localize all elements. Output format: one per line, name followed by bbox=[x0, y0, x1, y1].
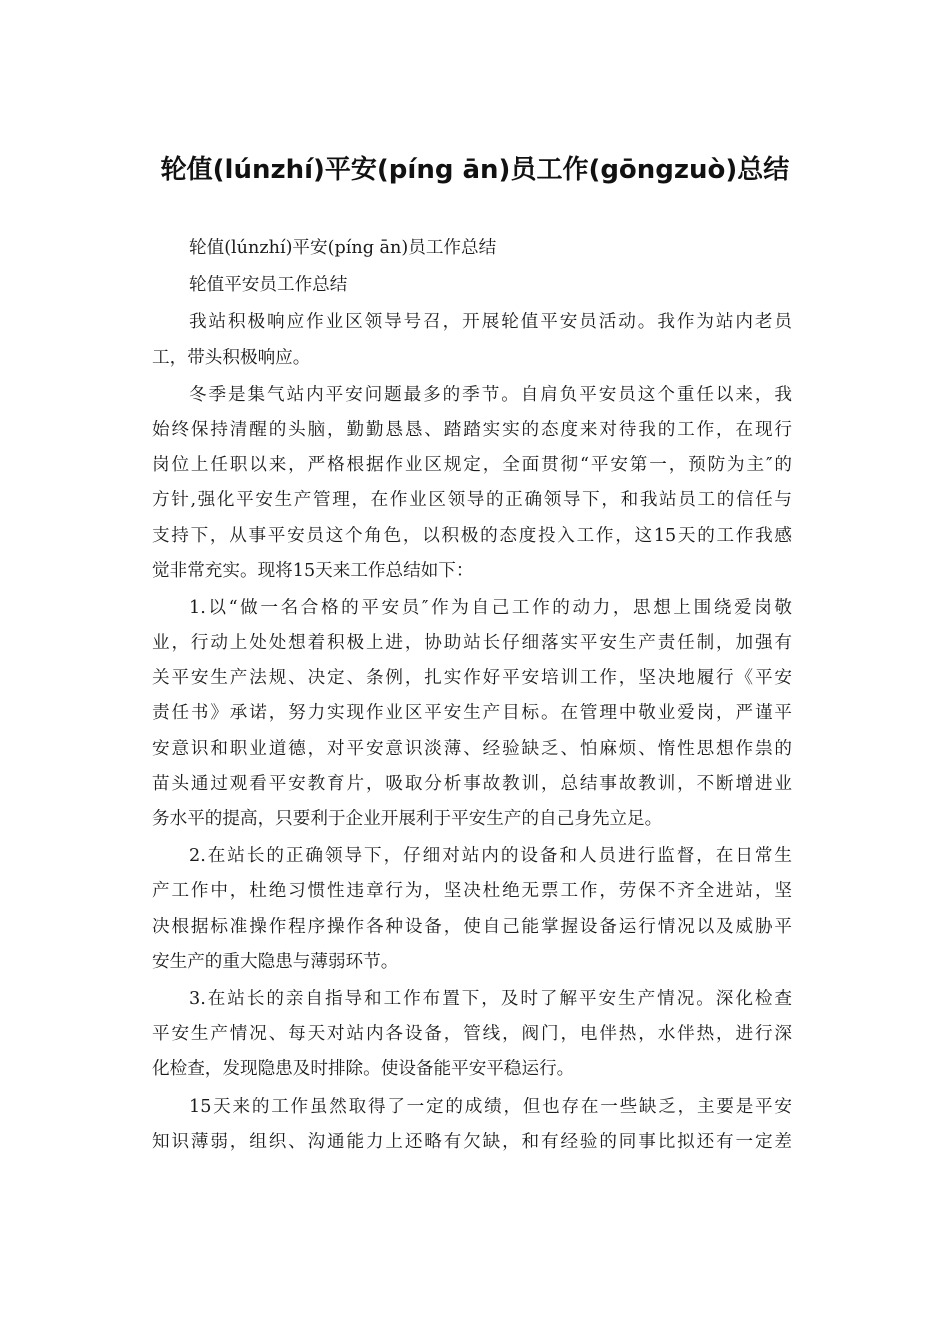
text-line: 我站积极响应作业区领导号召，开展轮值平安员活动。我作为站内老员 bbox=[189, 312, 792, 333]
paragraph-winter bbox=[152, 378, 792, 589]
paragraph-subtitle bbox=[152, 268, 792, 303]
text-line: 觉非常充实。现将15天来工作总结如下： bbox=[152, 560, 474, 581]
text-line: 轮值(lúnzhí)平安(píng ān)员工作总结 bbox=[189, 238, 497, 258]
text-line: 方针,强化平安生产管理，在作业区领导的正确领导下，和我站员工的信任与 bbox=[152, 490, 792, 511]
text-line: 2.在站长的正确领导下，仔细对站内的设备和人员进行监督，在日常生 bbox=[189, 846, 792, 867]
text-line: 责任书》承诺，努力实现作业区平安生产目标。在管理中敬业爱岗，严谨平 bbox=[152, 703, 792, 724]
text-line: 3.在站长的亲自指导和工作布置下，及时了解平安生产情况。深化检查 bbox=[189, 988, 792, 1009]
text-line: 安意识和职业道德，对平安意识淡薄、经验缺乏、怕麻烦、惰性思想作祟的 bbox=[152, 738, 792, 759]
paragraph-conclusion bbox=[152, 1090, 792, 1160]
text-line: 苗头通过观看平安教育片，吸取分析事故教训，总结事故教训，不断增进业 bbox=[152, 773, 792, 794]
text-line: 务水平的提高，只要利于企业开展利于平安生产的自己身先立足。 bbox=[152, 809, 663, 829]
text-line: 工，带头积极响应。 bbox=[152, 347, 311, 368]
text-line: 平安生产情况、每天对站内各设备，管线，阀门，电伴热，水伴热，进行深 bbox=[152, 1024, 792, 1045]
text-line: 决根据标准操作程序操作各种设备，使自己能掌握设备运行情况以及威胁平 bbox=[152, 916, 792, 937]
paragraph-item-3 bbox=[152, 982, 792, 1088]
text-line: 安生产的重大隐患与薄弱环节。 bbox=[152, 951, 399, 972]
text-line: 知识薄弱，组织、沟通能力上还略有欠缺，和有经验的同事比拟还有一定差 bbox=[152, 1131, 792, 1152]
text-line: 冬季是集气站内平安问题最多的季节。自肩负平安员这个重任以来，我 bbox=[189, 384, 792, 405]
paragraph-item-2 bbox=[152, 839, 792, 980]
text-line: 轮值平安员工作总结 bbox=[189, 275, 348, 296]
text-line: 15天来的工作虽然取得了一定的成绩，但也存在一些缺乏，主要是平安 bbox=[189, 1096, 792, 1117]
text-line: 化检查，发现隐患及时排除。使设备能平安平稳运行。 bbox=[152, 1059, 575, 1080]
paragraph-subtitle-pinyin bbox=[152, 231, 792, 266]
paragraph-intro bbox=[152, 305, 792, 375]
document-body bbox=[152, 231, 792, 1160]
document-title: 轮值(lúnzhí)平安(píng ān)员工作(gōngzuò)总结 bbox=[160, 155, 790, 185]
paragraph-item-1 bbox=[152, 591, 792, 837]
text-line: 业，行动上处处想着积极上进，协助站长仔细落实平安生产责任制，加强有 bbox=[152, 633, 792, 654]
text-line: 产工作中，杜绝习惯性违章行为，坚决杜绝无票工作，劳保不齐全进站，坚 bbox=[152, 881, 792, 902]
text-line: 关平安生产法规、决定、条例，扎实作好平安培训工作，坚决地履行《平安 bbox=[152, 668, 792, 689]
text-line: 支持下，从事平安员这个角色，以积极的态度投入工作，这15天的工作我感 bbox=[152, 525, 792, 546]
text-line: 始终保持清醒的头脑，勤勤恳恳、踏踏实实的态度来对待我的工作，在现行 bbox=[152, 419, 792, 440]
text-line: 岗位上任职以来，严格根据作业区规定，全面贯彻“平安第一，预防为主″的 bbox=[152, 455, 792, 476]
text-line: 1.以“做一名合格的平安员″作为自己工作的动力，思想上围绕爱岗敬 bbox=[189, 597, 792, 618]
